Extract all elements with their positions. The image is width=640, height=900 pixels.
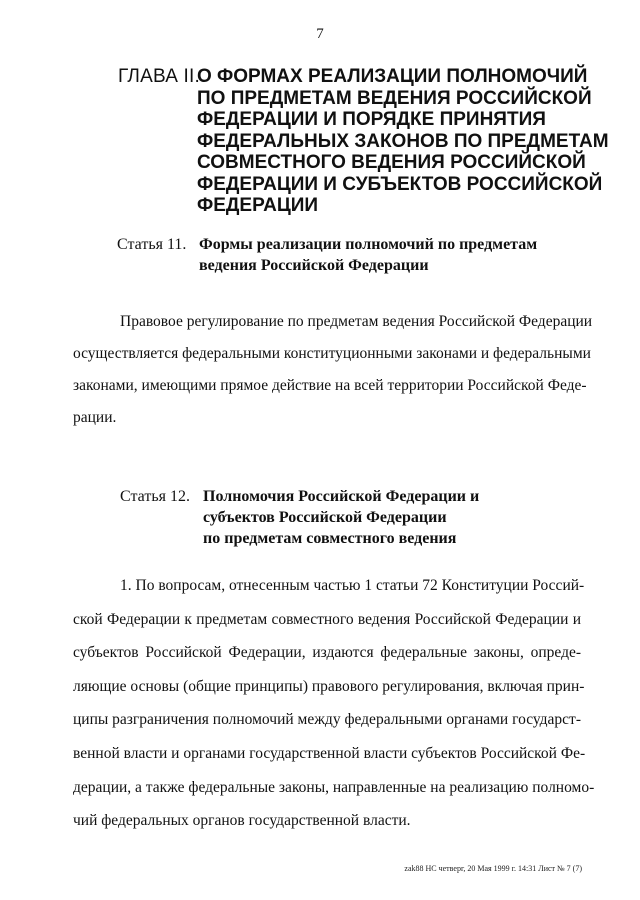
- chapter-title-line: ФЕДЕРАЦИИ И ПОРЯДКЕ ПРИНЯТИЯ: [197, 109, 546, 130]
- article-11-heading: [117, 234, 587, 276]
- chapter-title-line: ФЕДЕРАЦИИ: [197, 195, 319, 216]
- article-title-line: субъектов Российской Федерации: [203, 509, 447, 526]
- chapter-title-line: СОВМЕСТНОГО ВЕДЕНИЯ РОССИЙСКОЙ: [197, 152, 586, 173]
- paragraph-line: венной власти и органами государственной власти субъектов Российской Фе-: [73, 744, 586, 762]
- article-12-heading: [120, 486, 590, 549]
- chapter-title-line: ПО ПРЕДМЕТАМ ВЕДЕНИЯ РОССИЙСКОЙ: [197, 87, 592, 109]
- article-title-line: по предметам совместного ведения: [203, 530, 457, 547]
- page-footer: zak88 НС четверг, 20 Мая 1999 г. 14:31 Лист № 7 (7): [404, 864, 582, 873]
- page-number: 7: [316, 26, 324, 42]
- article-12-label: Статья 12.: [120, 488, 190, 505]
- chapter-heading: [118, 66, 609, 217]
- paragraph-line: рации.: [73, 409, 117, 426]
- paragraph-line: 1. По вопросам, отнесенным частью 1 статьи 72 Конституции Россий-: [120, 577, 585, 594]
- article-title-line: ведения Российской Федерации: [199, 257, 429, 274]
- chapter-title-line: ФЕДЕРАЦИИ И СУБЪЕКТОВ РОССИЙСКОЙ: [197, 173, 603, 195]
- chapter-label: ГЛАВА II.: [118, 66, 200, 87]
- paragraph-line: осуществляется федеральными конституционными законами и федеральными: [73, 345, 591, 362]
- chapter-title: [197, 66, 609, 217]
- article-12-paragraph: [73, 569, 595, 838]
- paragraph-line: чий федеральных органов государственной власти.: [73, 812, 411, 830]
- article-title-line: Полномочия Российской Федерации и: [203, 488, 480, 505]
- paragraph-line: законами, имеющими прямое действие на всей территории Российской Феде-: [73, 377, 587, 394]
- article-11-label: Статья 11.: [117, 236, 187, 253]
- chapter-title-line: О ФОРМАХ РЕАЛИЗАЦИИ ПОЛНОМОЧИЙ: [197, 66, 588, 87]
- paragraph-line: ляющие основы (общие принципы) правового регулирования, включая прин-: [73, 677, 585, 695]
- article-12-title: [203, 486, 590, 549]
- article-11-title: [199, 234, 587, 276]
- paragraph-line: ципы разграничения полномочий между федеральными органами государст-: [73, 711, 581, 729]
- article-11-paragraph: [73, 306, 593, 434]
- paragraph-line: Правовое регулирование по предметам ведения Российской Федерации: [120, 313, 593, 330]
- article-title-line: Формы реализации полномочий по предметам: [199, 236, 538, 253]
- paragraph-line: дерации, а также федеральные законы, направленные на реализацию полномо-: [73, 778, 595, 796]
- chapter-title-line: ФЕДЕРАЛЬНЫХ ЗАКОНОВ ПО ПРЕДМЕТАМ: [197, 130, 609, 152]
- paragraph-line: субъектов Российской Федерации, издаются федеральные законы, опреде-: [73, 644, 581, 662]
- paragraph-line: ской Федерации к предметам совместного ведения Российской Федерации и: [73, 610, 581, 628]
